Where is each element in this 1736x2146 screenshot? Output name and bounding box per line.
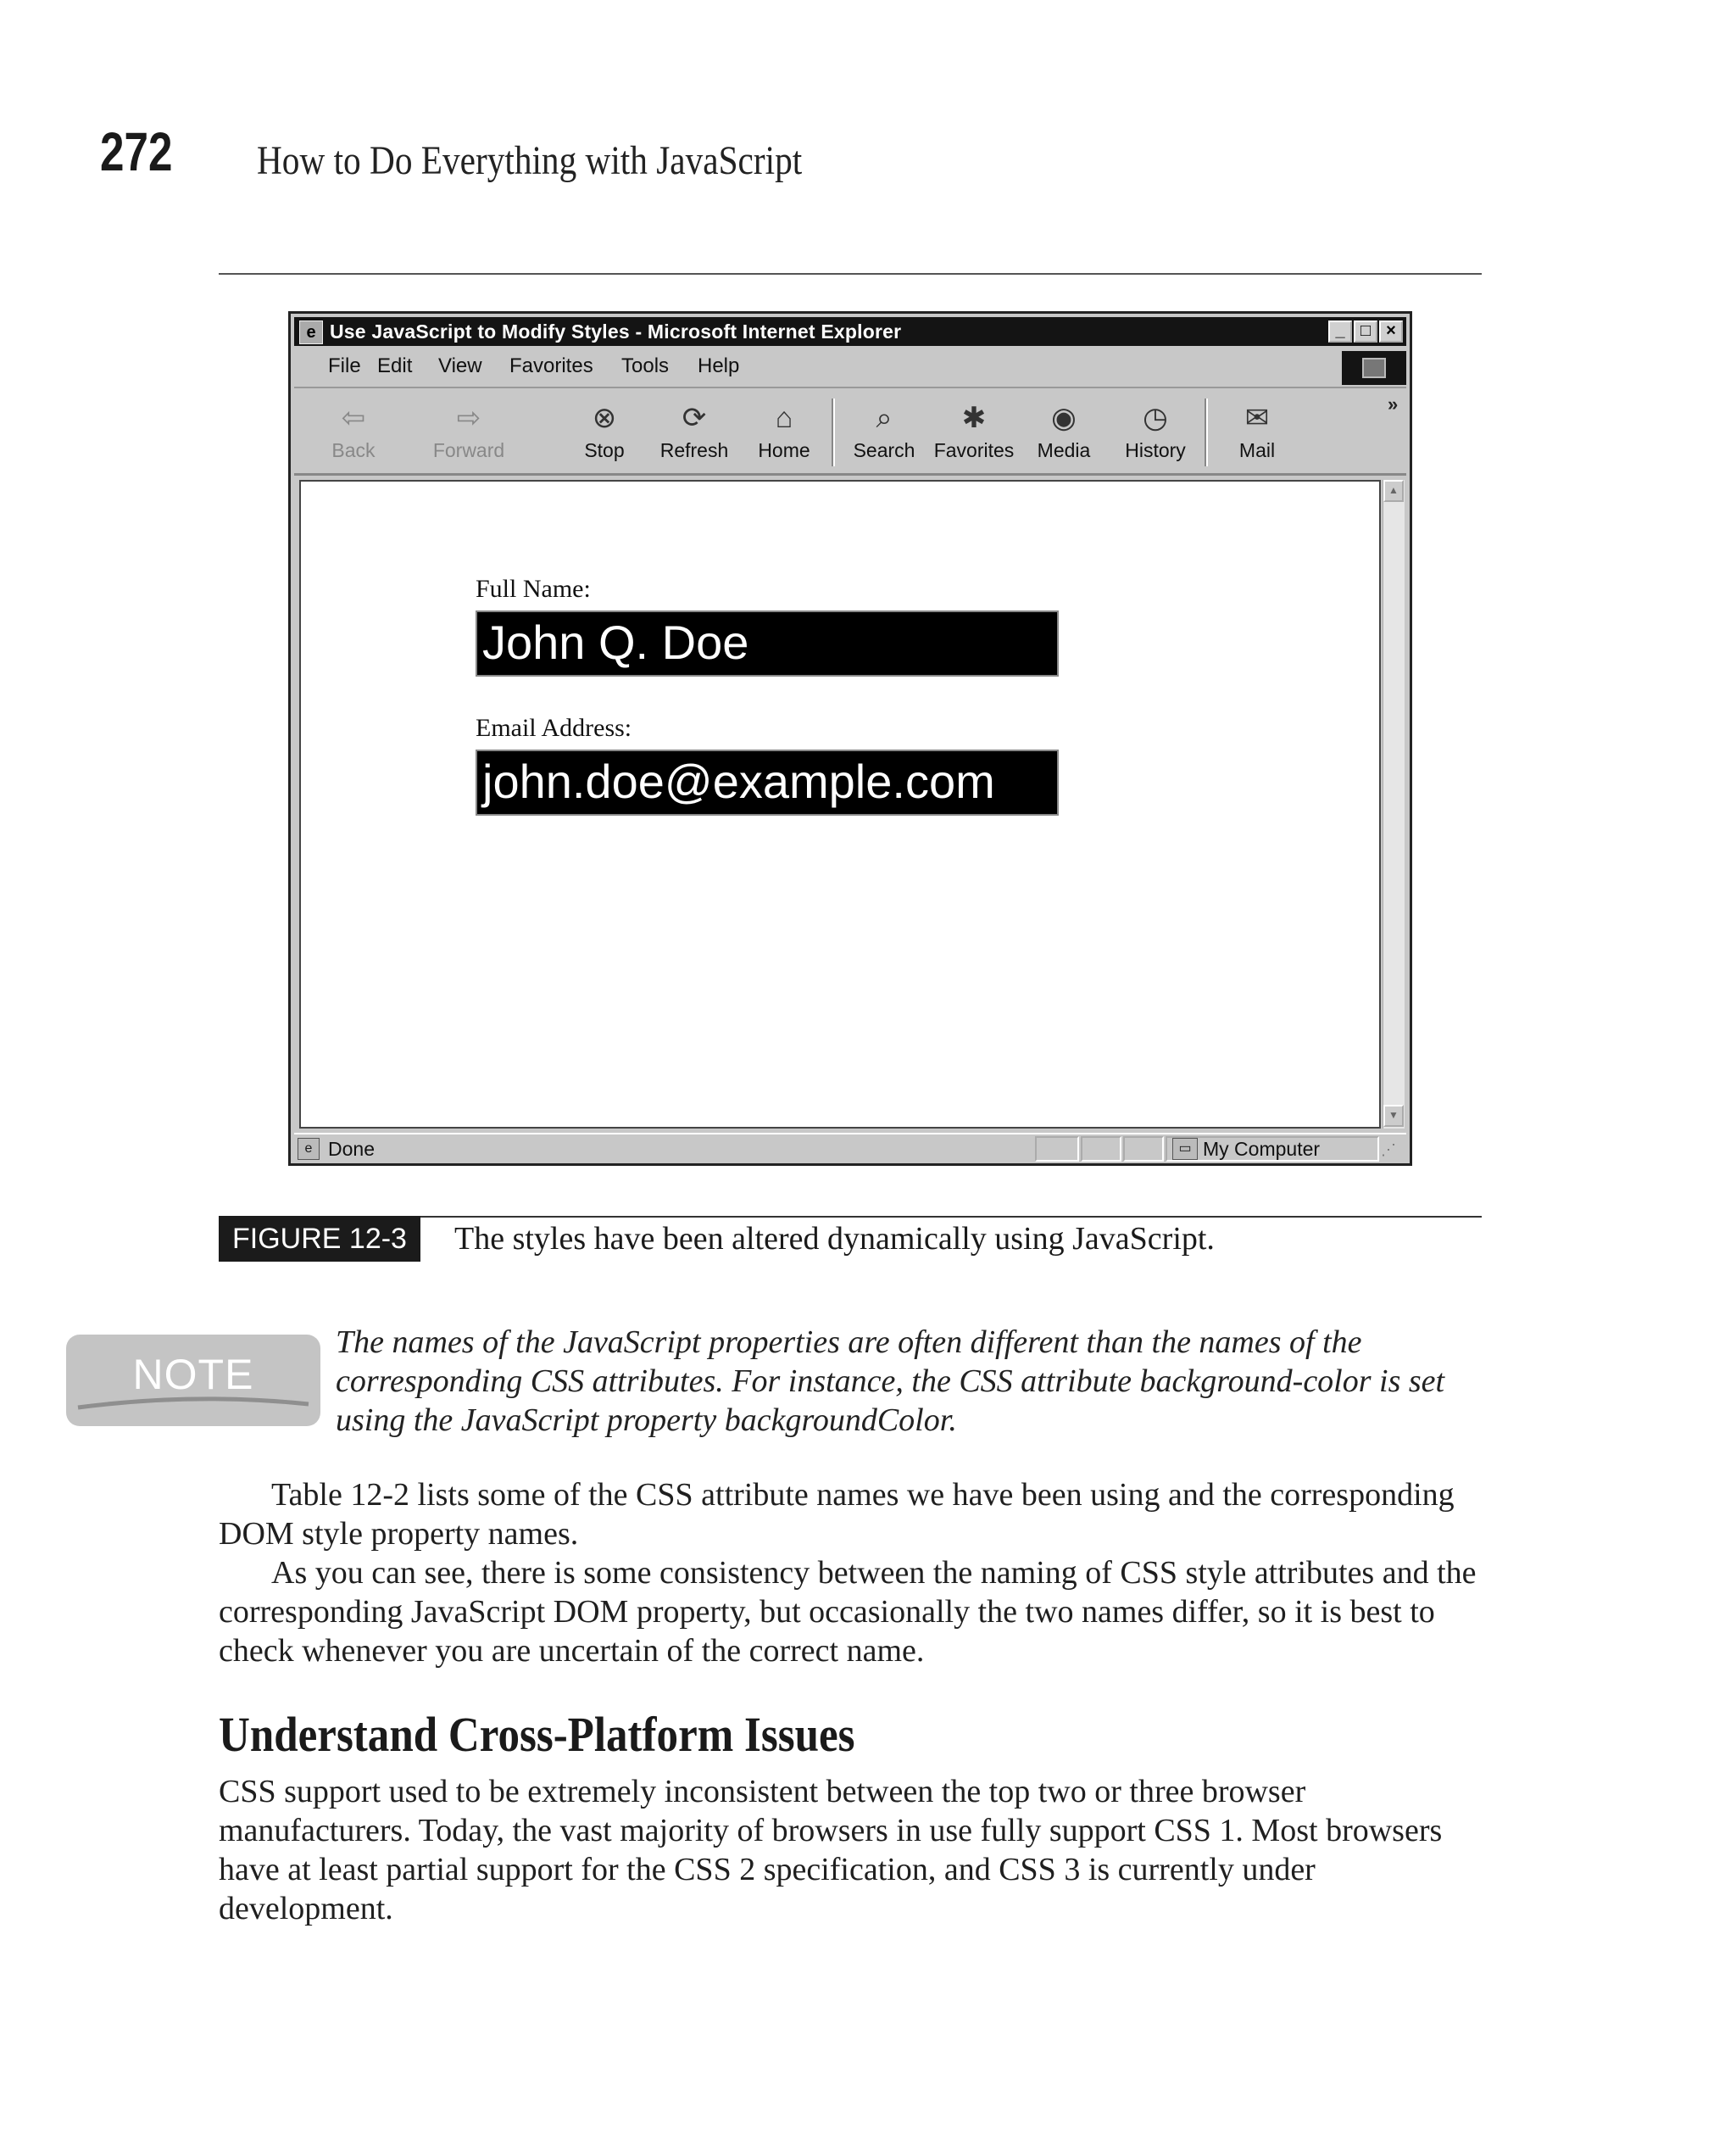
note-swoosh-icon (76, 1394, 310, 1411)
media-label: Media (1037, 439, 1091, 461)
toolbar-separator (832, 399, 835, 466)
zone-text: My Computer (1203, 1138, 1321, 1160)
history-button[interactable] (1115, 388, 1196, 471)
scroll-down-icon[interactable]: ▼ (1383, 1105, 1404, 1127)
header-rule (219, 273, 1482, 275)
menu-view[interactable]: View (438, 354, 482, 377)
computer-icon: ▭ (1172, 1138, 1198, 1160)
favorites-icon: ✱ (961, 402, 987, 434)
favorites-label: Favorites (933, 439, 1015, 461)
window-titlebar (294, 317, 1406, 346)
body-paragraph: CSS support used to be extremely inconsistent between the top two or three browser manufacturers. Today, the vast majority of browsers in use fully support CSS 1. Most browsers have at least partial support for the CSS 2 specification, and CSS 3 is currently under development. (219, 1774, 1443, 1926)
search-icon: ⌕ (876, 402, 893, 434)
back-button[interactable] (313, 388, 394, 471)
refresh-icon: ⟳ (682, 402, 707, 434)
maximize-icon[interactable]: □ (1354, 321, 1377, 343)
note-label: NOTE (132, 1351, 254, 1398)
menu-file[interactable]: File (328, 354, 361, 377)
home-icon: ⌂ (775, 402, 793, 434)
close-icon[interactable]: × (1379, 321, 1403, 343)
back-label: Back (331, 439, 376, 461)
full-name-input[interactable]: John Q. Doe (476, 610, 1059, 677)
ie-app-icon: e (299, 321, 323, 344)
stop-icon: ⊗ (592, 402, 617, 434)
forward-arrow-icon: ⇨ (456, 402, 481, 434)
refresh-label: Refresh (659, 439, 729, 461)
vertical-scrollbar[interactable] (1383, 480, 1405, 1129)
refresh-button[interactable] (654, 388, 735, 471)
minimize-icon[interactable]: _ (1328, 321, 1352, 343)
scroll-up-icon[interactable]: ▲ (1383, 480, 1404, 502)
status-text: Done (328, 1138, 375, 1160)
figure-label: FIGURE 12-3 (219, 1216, 420, 1262)
running-title: How to Do Everything with JavaScript (257, 138, 803, 183)
back-arrow-icon: ⇦ (341, 402, 366, 434)
figure-caption: The styles have been altered dynamically using JavaScript. (454, 1221, 1215, 1257)
stop-label: Stop (584, 439, 625, 461)
toolbar (294, 388, 1406, 476)
body-paragraph: As you can see, there is some consistency between the naming of CSS style attributes and the corresponding JavaScript DOM property, but occasionally the two names differ, so it is best to check whenever you are uncertain of the correct name. (219, 1555, 1477, 1669)
menu-tools[interactable]: Tools (621, 354, 670, 377)
media-icon: ◉ (1051, 402, 1077, 434)
section-heading: Understand Cross-Platform Issues (219, 1707, 855, 1762)
home-button[interactable] (743, 388, 825, 471)
history-icon: ◷ (1143, 402, 1168, 434)
search-button[interactable] (843, 388, 925, 471)
email-input[interactable]: john.doe@example.com (476, 750, 1059, 816)
favorites-button[interactable] (933, 388, 1015, 471)
window-title: Use JavaScript to Modify Styles - Microsoft Internet Explorer (330, 321, 902, 343)
stop-button[interactable] (564, 388, 645, 471)
resize-grip-icon[interactable]: ⋰ (1381, 1141, 1396, 1158)
media-button[interactable] (1023, 388, 1104, 471)
forward-button[interactable] (428, 388, 509, 471)
search-label: Search (853, 439, 915, 461)
windows-logo-icon (1342, 351, 1406, 385)
toolbar-separator (1205, 399, 1208, 466)
full-name-label: Full Name: (476, 575, 591, 603)
menu-edit[interactable]: Edit (377, 354, 413, 377)
menu-help[interactable]: Help (698, 354, 740, 377)
email-label: Email Address: (476, 714, 632, 742)
browser-window-screenshot (288, 311, 1412, 1166)
note-badge (66, 1335, 320, 1426)
home-label: Home (758, 439, 810, 461)
forward-label: Forward (432, 439, 505, 461)
status-pane (1081, 1136, 1121, 1162)
page-number: 272 (100, 121, 173, 182)
mail-label: Mail (1238, 439, 1276, 461)
mail-button[interactable] (1216, 388, 1298, 471)
mail-icon: ✉ (1244, 402, 1270, 434)
status-bar (294, 1133, 1406, 1163)
status-pane (1123, 1136, 1164, 1162)
menu-bar (294, 348, 1406, 388)
page-content-area (299, 480, 1381, 1129)
body-paragraph: Table 12-2 lists some of the CSS attribute names we have been using and the corresponding DOM style property names. (219, 1477, 1455, 1552)
page-done-icon: e (298, 1138, 320, 1160)
history-label: History (1125, 439, 1186, 461)
toolbar-more-chevron[interactable]: » (1388, 393, 1399, 415)
status-pane (1035, 1136, 1079, 1162)
menu-favorites[interactable]: Favorites (509, 354, 593, 377)
note-text: The names of the JavaScript properties are often different than the names of the corresponding CSS attributes. For instance, the CSS attribute background-color is set using the JavaScript property backgroundColor. (336, 1324, 1445, 1438)
